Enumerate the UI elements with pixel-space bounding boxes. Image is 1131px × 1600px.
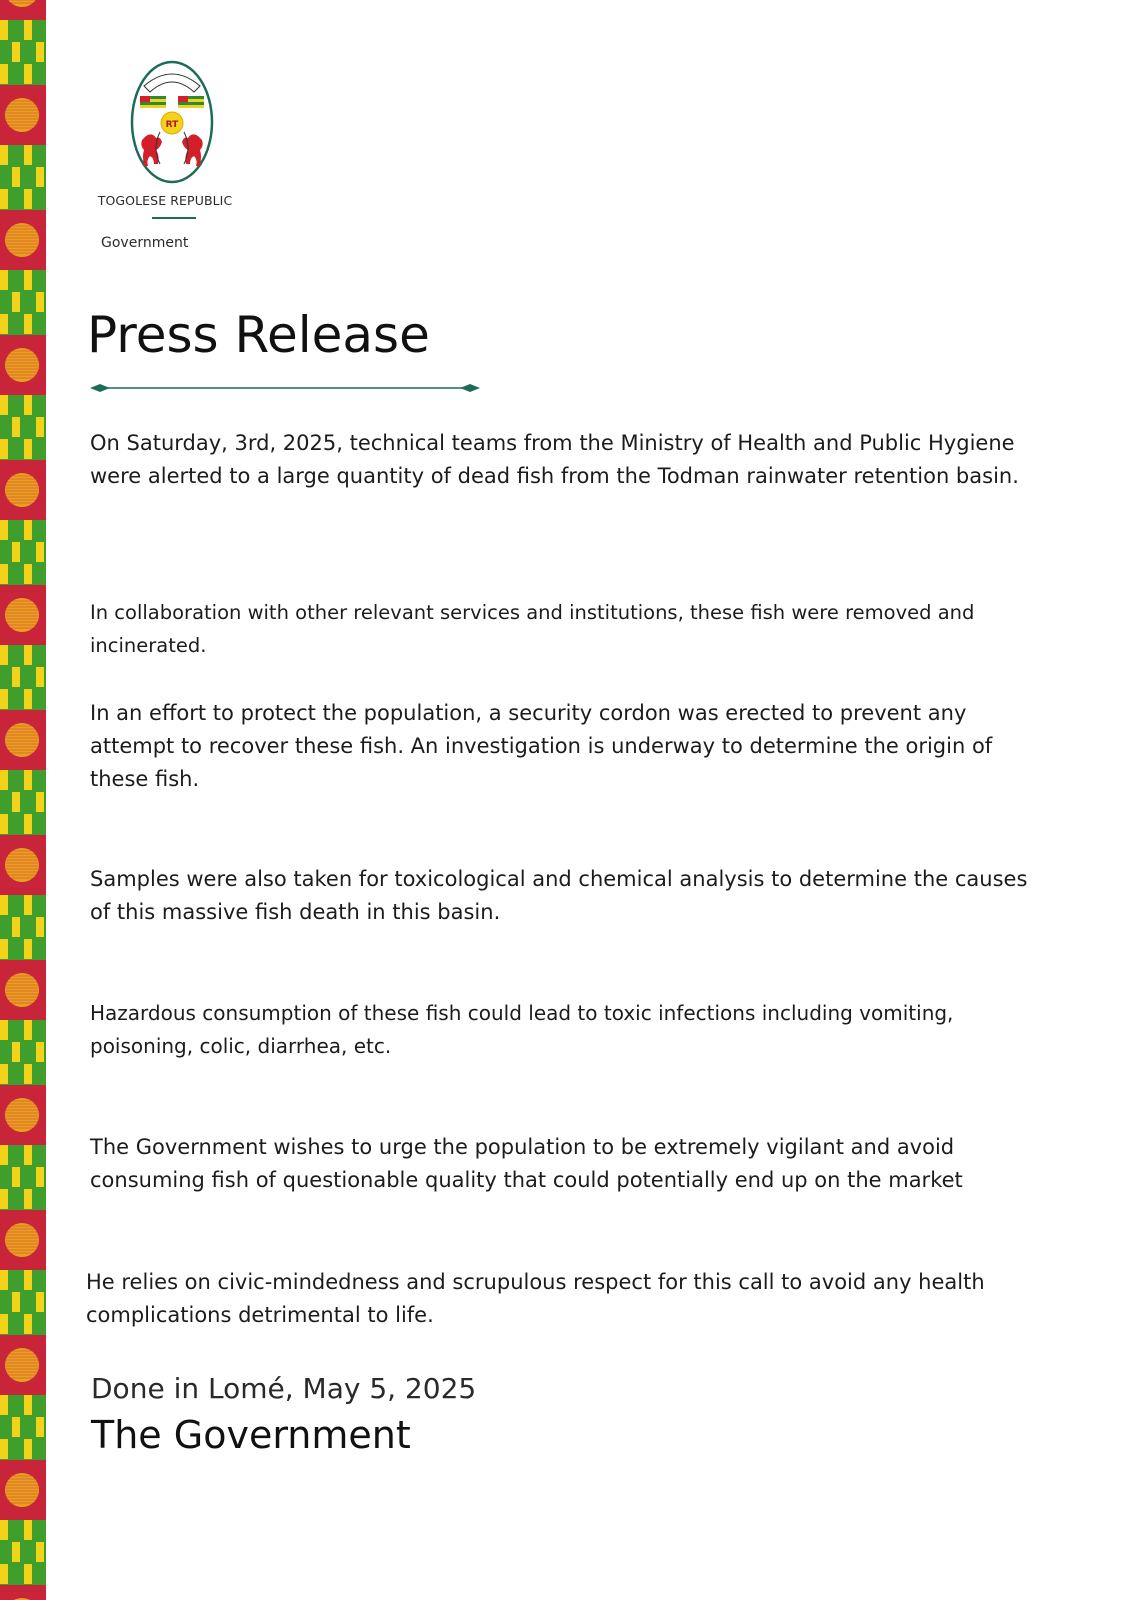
issuer-label: Government — [101, 235, 189, 251]
paragraph-vigilance: The Government wishes to urge the population to be extremely vigilant and avoid consuming fish of questionable quality that could potentially end up on the market — [90, 1135, 963, 1192]
kente-border — [0, 0, 46, 1600]
country-underline — [152, 217, 196, 219]
paragraph-samples: Samples were also taken for toxicological and chemical analysis to determine the causes of this massive fish death in this basin. — [90, 867, 1028, 924]
diamond-icon — [90, 384, 110, 392]
signoff-place-date: Done in Lomé, May 5, 2025 — [91, 1372, 477, 1405]
paragraph-removal: In collaboration with other relevant services and institutions, these fish were removed and incinerated. — [90, 601, 975, 657]
svg-text:RT: RT — [165, 120, 179, 130]
page-title: Press Release — [87, 306, 430, 364]
paragraph-alert: On Saturday, 3rd, 2025, technical teams from the Ministry of Health and Public Hygiene were alerted to a large quantity of dead fish from the Todman rainwater retention basin. — [90, 431, 1019, 488]
signoff-signatory: The Government — [91, 1413, 411, 1457]
coat-of-arms-icon — [130, 60, 220, 188]
title-divider — [90, 383, 480, 393]
paragraph-hazard: Hazardous consumption of these fish could lead to toxic infections including vomiting, poisoning, colic, diarrhea, etc. — [90, 1001, 954, 1058]
paragraph-civic: He relies on civic-mindedness and scrupulous respect for this call to avoid any health complications detrimental to life. — [86, 1270, 985, 1327]
paragraph-cordon: In an effort to protect the population, a security cordon was erected to prevent any attempt to recover these fish. An investigation is underway to determine the origin of these fish. — [90, 701, 993, 791]
kente-pattern-icon — [0, 0, 46, 1600]
diamond-icon — [460, 384, 480, 392]
country-name: TOGOLESE REPUBLIC — [97, 193, 233, 208]
national-emblem — [130, 60, 220, 188]
